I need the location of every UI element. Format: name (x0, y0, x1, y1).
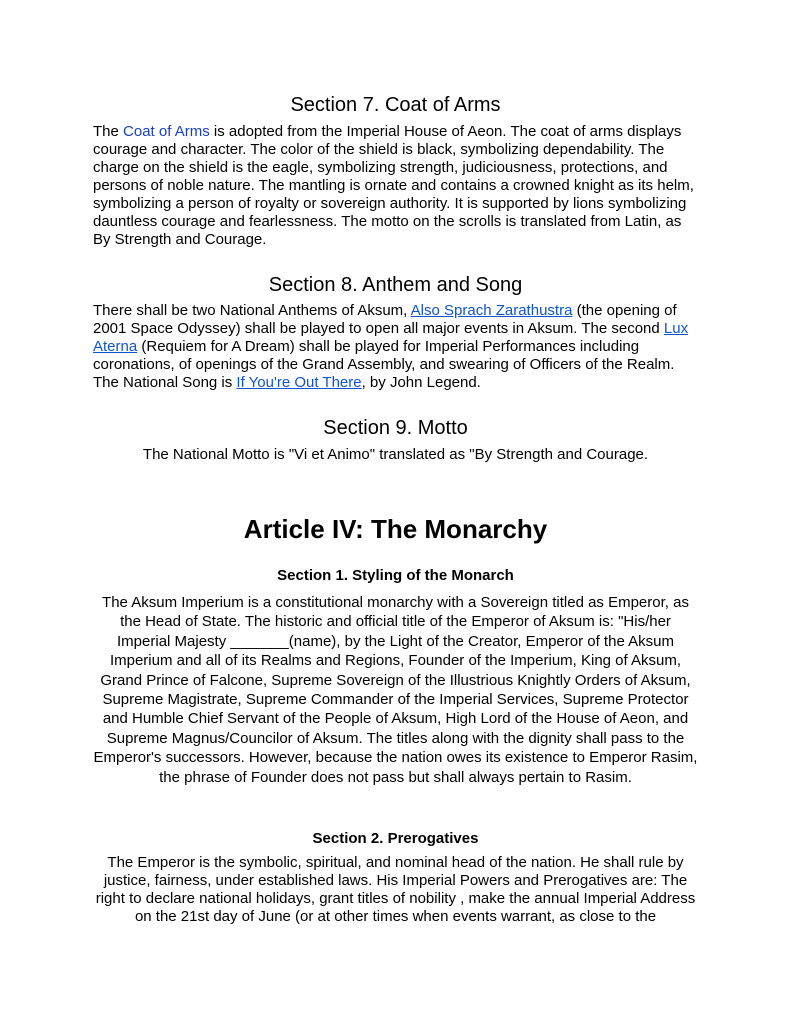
section-8-text-4: , by John Legend. (361, 374, 481, 391)
monarchy-section-1-heading: Section 1. Styling of the Monarch (277, 567, 514, 584)
section-7-text-post: is adopted from the Imperial House of Aeon. The coat of arms displays courage and character. The color of the shield is black, symbolizing dependability. The charge on the shield is the eagle, symbolizing strength, judiciousness, protections, and persons of noble nature. The mantling is ornate and contains a crowned knight as its helm, symbolizing a person of royalty or sovereign authority. It is supported by lions symbolizing dauntless courage and fearlessness. The motto on the scrolls is translated from Latin, as By Strength and Courage. (93, 123, 694, 248)
article-heading: Article IV: The Monarchy (243, 514, 548, 544)
if-youre-out-there-link[interactable]: If You're Out There (236, 374, 362, 391)
section-7-heading: Section 7. Coat of Arms (290, 94, 501, 116)
section-8-heading: Section 8. Anthem and Song (268, 274, 523, 296)
monarchy-section-2-paragraph: The Emperor is the symbolic, spiritual, and nominal head of the nation. He shall rule by justice, fairness, under established laws. His Imperial Powers and Prerogatives are: The right to declare national holidays, grant titles of nobility , make the annual Imperial Address on the 21st day of June (or at other times when events warrant, as close to the (95, 854, 696, 925)
section-7-paragraph (93, 123, 698, 249)
section-8-text-3: (Requiem for A Dream) shall be played for Imperial Performances including coronations, of openings of the Grand Assembly, and swearing of Officers of the Realm. The National Song is (93, 338, 675, 391)
also-sprach-zarathustra-link[interactable]: Also Sprach Zarathustra (410, 302, 573, 319)
section-8-paragraph (93, 302, 698, 392)
coat-of-arms-link[interactable]: Coat of Arms (123, 123, 210, 140)
lux-aterna-link[interactable]: Lux Aterna (93, 320, 689, 355)
section-9-heading: Section 9. Motto (323, 417, 468, 439)
section-8-text-2: (the opening of 2001 Space Odyssey) shall be played to open all major events in Aksum. The second (93, 302, 677, 337)
section-9-paragraph: The National Motto is "Vi et Animo" translated as "By Strength and Courage. (142, 446, 649, 463)
section-8-text-1: There shall be two National Anthems of Aksum, (93, 302, 411, 319)
section-7-text-pre: The (93, 123, 124, 140)
monarchy-section-1-paragraph: The Aksum Imperium is a constitutional monarchy with a Sovereign titled as Emperor, as the Head of State. The historic and official title of the Emperor of Aksum is: "His/her Imperial Majesty _______(name), by the Light of the Creator, Emperor of the Aksum Imperium and all of its Realms and Regions, Founder of the Imperium, King of Aksum, Grand Prince of Falcone, Supreme Sovereign of the Illustrious Knightly Orders of Aksum, Supreme Magistrate, Supreme Commander of the Imperial Services, Supreme Protector and Humble Chief Servant of the People of Aksum, High Lord of the House of Aeon, and Supreme Magnus/Councilor of Aksum. The titles along with the dignity shall pass to the Emperor's successors. However, because the nation owes its existence to Emperor Rasim, the phrase of Founder does not pass but shall always pertain to Rasim. (93, 594, 698, 786)
monarchy-section-2-heading: Section 2. Prerogatives (312, 830, 479, 847)
